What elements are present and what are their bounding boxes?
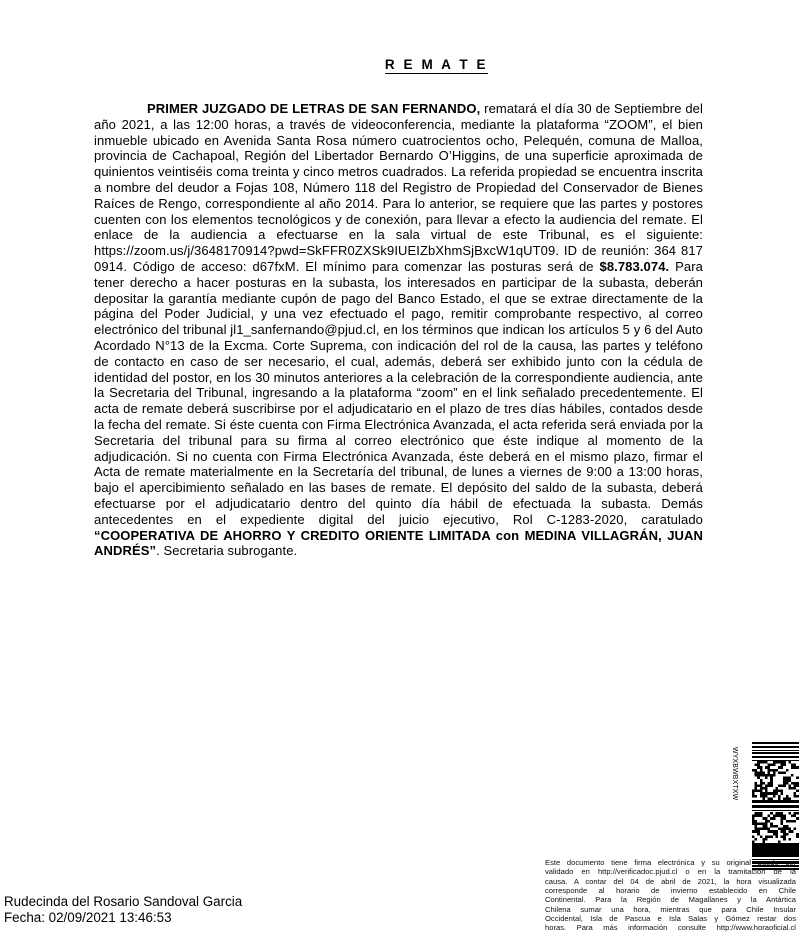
disclaimer-line: validado en http://verificadoc.pjud.cl o en la tramitación de la xyxy=(545,867,796,877)
signature-block xyxy=(4,894,242,925)
body-segment: PRIMER JUZGADO DE LETRAS DE SAN FERNANDO, xyxy=(147,101,481,116)
disclaimer-line: corresponde al horario de invierno establecido en Chile xyxy=(545,886,796,896)
pdf417-barcode-icon xyxy=(752,742,799,870)
disclaimer-line: horas. Para más información consulte http://www.horaoficial.cl xyxy=(545,923,796,933)
body-segment: Para tener derecho a hacer posturas en la subasta, los interesados en participar de la subasta, deberán depositar la garantía mediante cupón de pago del Banco Estado, el que se extrae directamente de la página del Poder Judicial, y una vez efectuado el pago, remitir comprobante respectivo, al correo electrónico del tribunal jl1_sanfernando@pjud.cl, en los términos que indican los artículos 5 y 6 del Auto Acordado N°13 de la Excma. Corte Suprema, con indicación del rol de la causa, las partes y teléfono de contacto en caso de ser necesario, el cual, además, deberá ser exhibido junto con la cédula de identidad del postor, en los 30 minutos anteriores a la celebración de la correspondiente audiencia, ante la Secretaria del Tribunal, ingresando a la plataforma “zoom” en el link señalado precedentemente. El acta de remate deberá suscribirse por el adjudicatario en el plazo de tres días hábiles, contados desde la fecha del remate. Si éste cuenta con Firma Electrónica Avanzada, el acta referida será enviada por la Secretaria del tribunal para su firma al correo electrónico que éste indique al momento de la adjudicación. Si no cuenta con Firma Electrónica Avanzada, éste deberá en el mismo plazo, firmar el Acta de remate materialmente en la Secretaría del tribunal, de lunes a viernes de 9:00 a 13:00 horas, bajo el apercibimiento señalado en las bases de remate. El depósito del saldo de la subasta, deberá efectuarse por el adjudicatario dentro del quinto día hábil de efectuada la subasta. Demás antecedentes en el expediente digital del juicio ejecutivo, Rol C-1283-2020, caratulado xyxy=(94,258,703,527)
disclaimer-line: Continental. Para la Región de Magallanes y la Antártica xyxy=(545,895,796,905)
disclaimer-line: Chilena sumar una hora, mientras que para Chile Insular xyxy=(545,904,796,914)
document-title: R E M A T E xyxy=(384,57,489,72)
signature-date: Fecha: 02/09/2021 13:46:53 xyxy=(4,909,172,925)
body-segment: “COOPERATIVA DE AHORRO Y CREDITO ORIENTE LIMITADA con MEDINA VILLAGRÁN, JUAN ANDRÉS” xyxy=(94,527,703,559)
body-segment: $8.783.074. xyxy=(599,258,670,274)
title-row xyxy=(0,56,799,74)
body-paragraph xyxy=(94,101,703,559)
body-segment: rematará el día 30 de Septiembre del año 2021, a las 12:00 horas, a través de videoconferencia, mediante la plataforma “ZOOM”, el bien inmueble ubicado en Avenida Santa Rosa número cuatrocientos ocho, Pelequén, comuna de Malloa, provincia de Cachapoal, Región del Libertador Bernardo O’Higgins, de una superficie aproximada de quinientos veintiséis coma treinta y cinco metros cuadrados. La referida propiedad se encuentra inscrita a nombre del deudor a Fojas 108, Número 118 del Registro de Propiedad del Conservador de Bienes Raíces de Rengo, correspondiente al año 2014. Para lo anterior, se requiere que las partes y postores cuenten con los elementos tecnológicos y de conexión, para llevar a efecto la audiencia del remate. El enlace de la audiencia a efectuarse en la sala virtual de este Tribunal, es el siguiente: https://zoom.us/j/3648170914?pwd=SkFFR0ZXSk9IUEIZbXhmSjBxcW1qUT09. ID de reunión: 364 817 0914. Código de acceso: d67fxM. El mínimo para comenzar las posturas será de xyxy=(94,101,703,274)
stamp-disclaimer xyxy=(545,858,796,933)
stamp-vertical-code: WYXBWBXTXW xyxy=(731,747,738,801)
body-segment: . Secretaria subrogante. xyxy=(156,543,298,559)
disclaimer-line: Occidental, Isla de Pascua e Isla Salas y Gómez restar dos xyxy=(545,914,796,924)
disclaimer-line: Este documento tiene firma electrónica y su original puede ser xyxy=(545,858,796,867)
disclaimer-line: causa. A contar del 04 de abril de 2021, la hora visualizada xyxy=(545,876,796,886)
signer-name: Rudecinda del Rosario Sandoval Garcia xyxy=(4,894,243,909)
